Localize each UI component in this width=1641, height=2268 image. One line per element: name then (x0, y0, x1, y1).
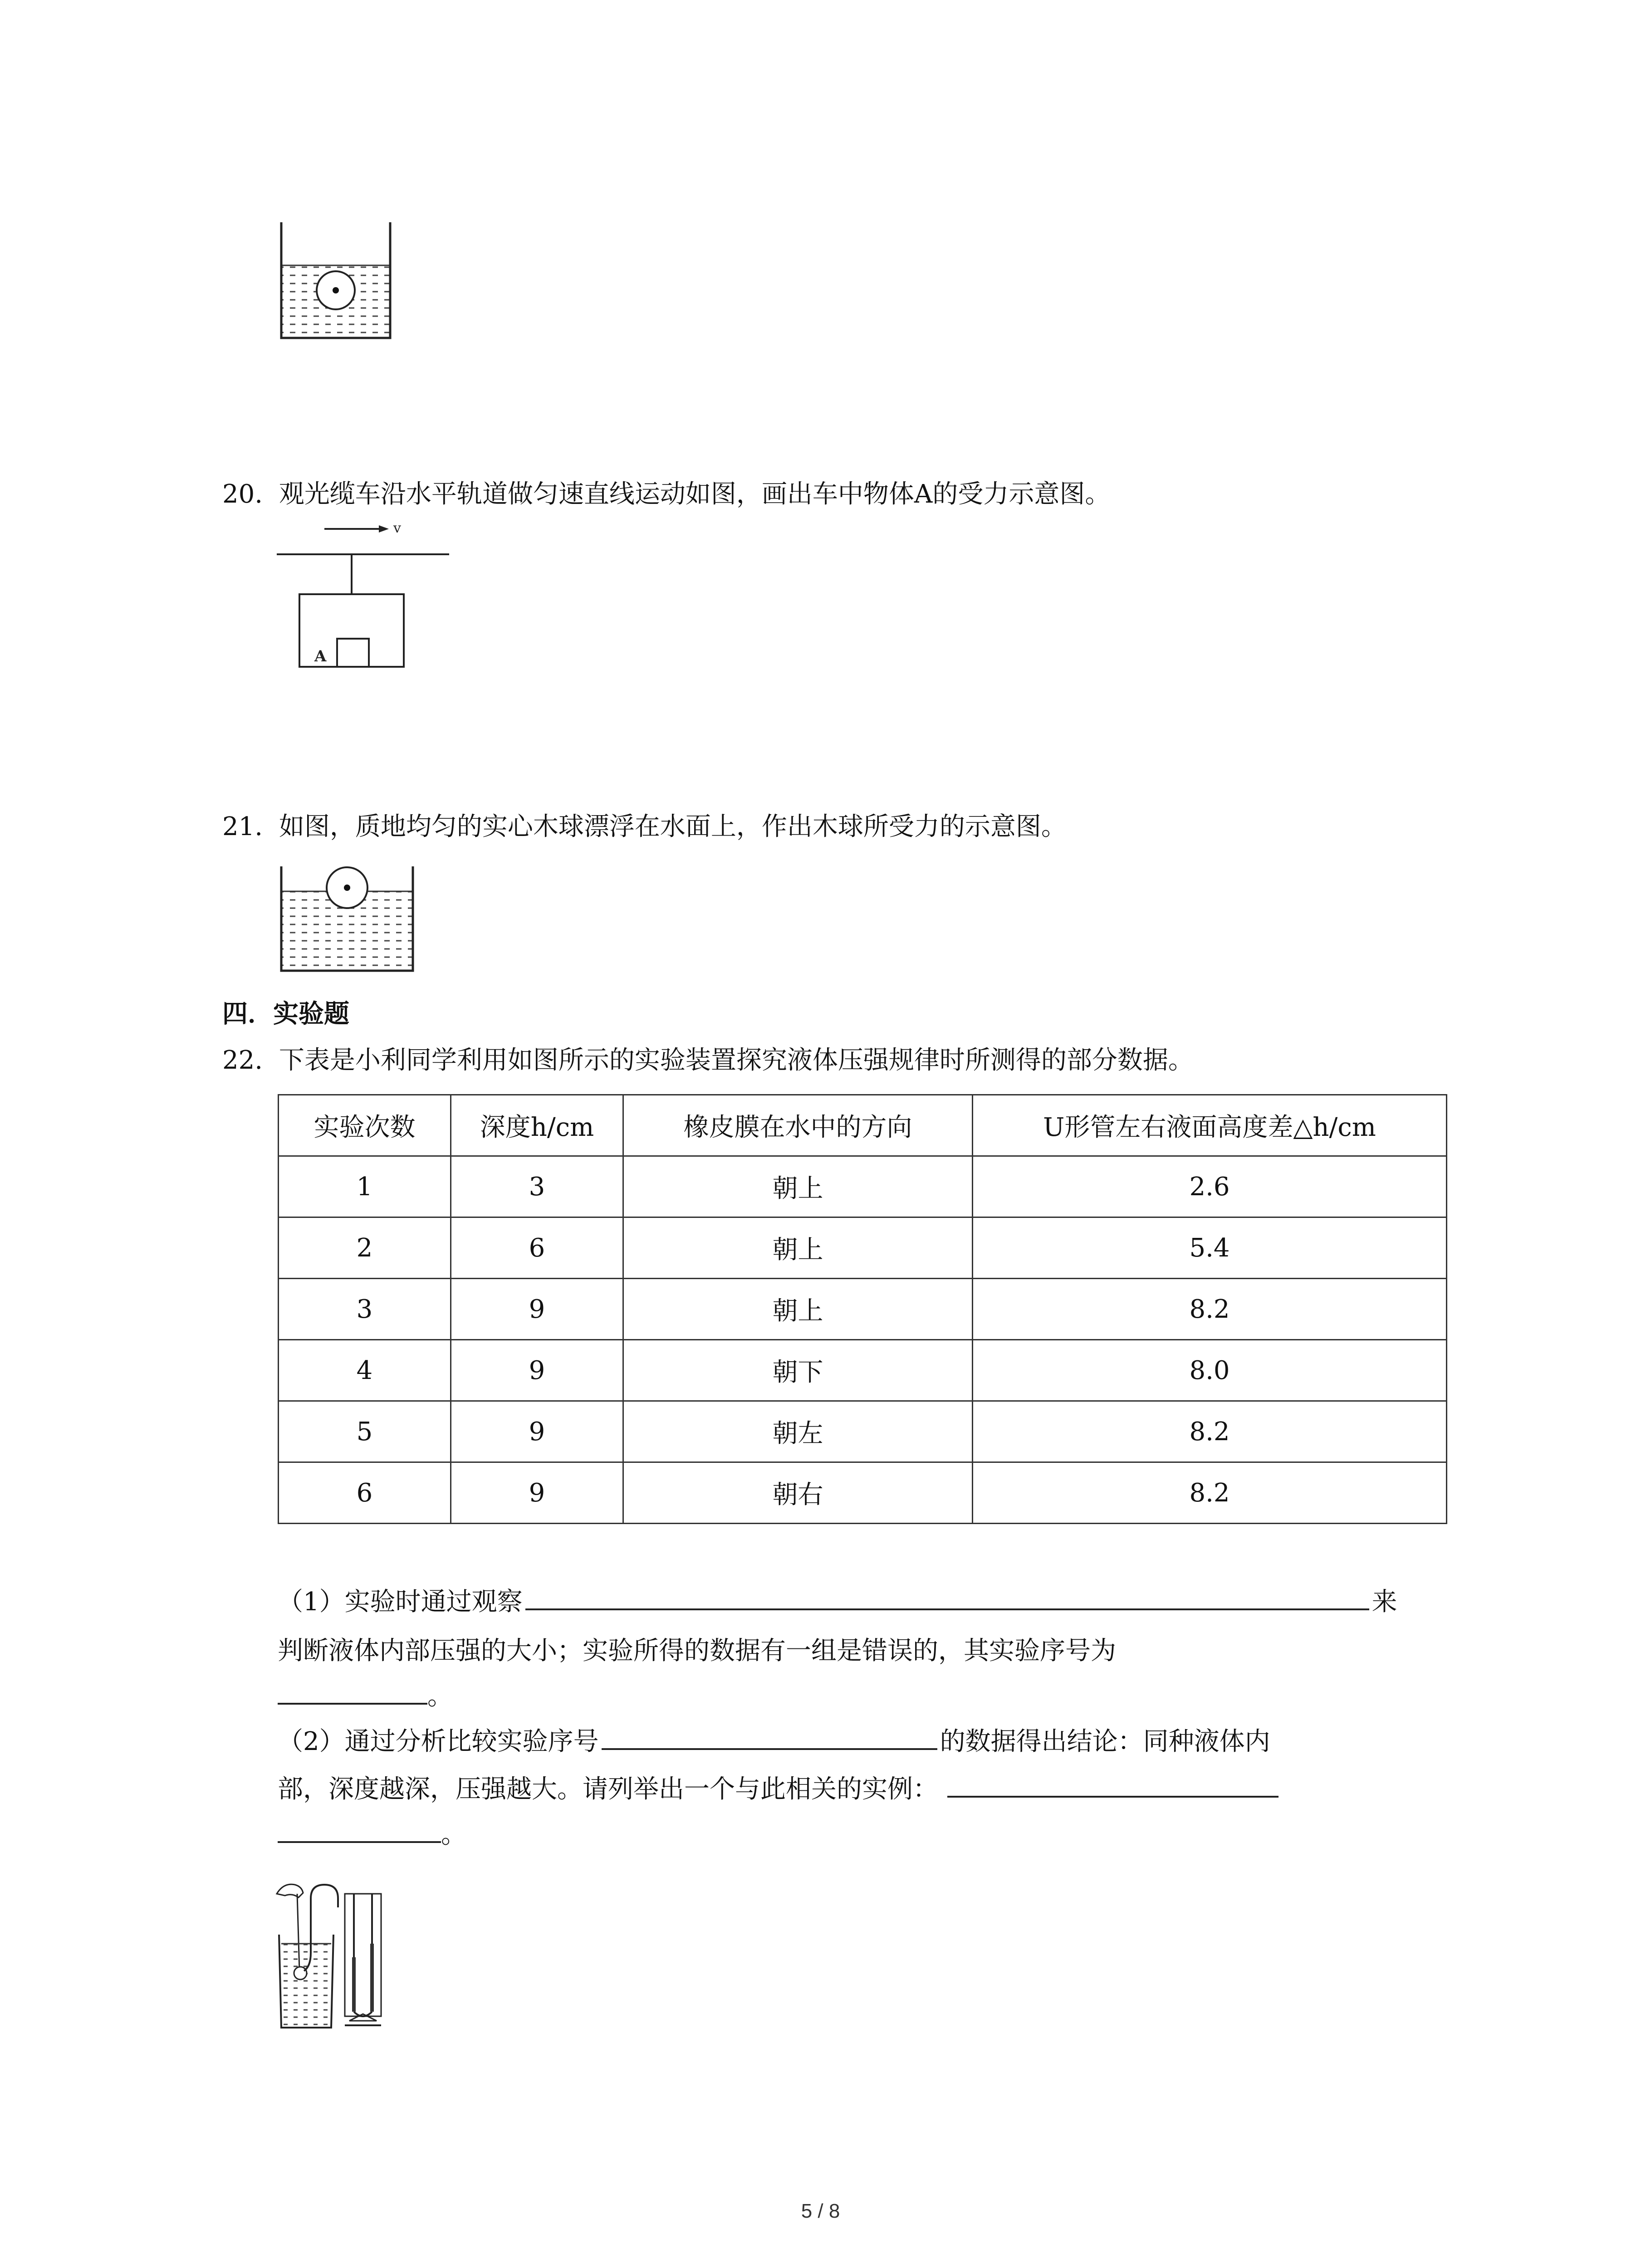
part-1-line-1 (278, 1579, 1397, 1625)
part-1-text: （1）实验时通过观察 (278, 1587, 523, 1617)
table-cell: 3 (451, 1156, 623, 1217)
part-2-text: （2）通过分析比较实验序号 (278, 1727, 599, 1756)
table-cell: 朝上 (623, 1279, 973, 1340)
table-cell: 朝右 (623, 1462, 973, 1524)
page-number: 5 / 8 (801, 2200, 840, 2222)
data-table (278, 1094, 1447, 1524)
table-header-cell: 实验次数 (279, 1095, 451, 1156)
table-row (279, 1340, 1447, 1401)
table-cell: 8.2 (973, 1462, 1447, 1524)
question-text: 观光缆车沿水平轨道做匀速直线运动如图，画出车中物体A的受力示意图。 (279, 479, 1111, 509)
table-cell: 8.2 (973, 1401, 1447, 1462)
part-1-text: 。 (427, 1681, 453, 1711)
question-20 (222, 476, 1110, 513)
velocity-label: v (393, 520, 401, 536)
object-a-label: A (314, 647, 327, 665)
question-21 (222, 809, 1067, 845)
part-2-text: 部，深度越深，压强越大。请列举出一个与此相关的实例： (278, 1774, 938, 1804)
table-cell: 8.0 (973, 1340, 1447, 1401)
question-number: 22. (222, 1046, 263, 1075)
part-2-line-1 (278, 1719, 1270, 1765)
question-number: 21. (222, 812, 263, 841)
question-text: 如图，质地均匀的实心木球漂浮在水面上，作出木球所受力的示意图。 (279, 812, 1067, 841)
table-header-row (279, 1095, 1447, 1156)
answer-blank-compare-index[interactable] (602, 1719, 937, 1750)
table-cell: 6 (279, 1462, 451, 1524)
part-2-text: 。 (441, 1820, 466, 1849)
table-row (279, 1401, 1447, 1462)
question-22 (222, 1042, 1194, 1079)
part-2-line-3 (278, 1812, 466, 1857)
table-cell: 朝上 (623, 1156, 973, 1217)
table-cell: 9 (451, 1279, 623, 1340)
table-cell: 朝上 (623, 1217, 973, 1279)
question-number: 20. (222, 479, 263, 509)
cable-car-figure (274, 517, 451, 671)
answer-blank-example[interactable] (947, 1767, 1279, 1798)
answer-blank-example-cont[interactable] (278, 1812, 441, 1843)
table-cell: 朝左 (623, 1401, 973, 1462)
table-row (279, 1217, 1447, 1279)
table-cell: 6 (451, 1217, 623, 1279)
part-1-line-3 (278, 1674, 453, 1719)
pressure-apparatus-figure (272, 1876, 399, 2034)
answer-blank-observation[interactable] (525, 1579, 1369, 1610)
part-2-text: 的数据得出结论：同种液体内 (940, 1727, 1270, 1756)
table-header-cell: U形管左右液面高度差△h/cm (973, 1095, 1447, 1156)
answer-blank-error-index[interactable] (278, 1674, 427, 1705)
table-cell: 4 (279, 1340, 451, 1401)
table-row (279, 1462, 1447, 1524)
table-cell: 9 (451, 1340, 623, 1401)
submerged-ball-figure (277, 222, 395, 342)
table-header-cell: 深度h/cm (451, 1095, 623, 1156)
table-cell: 9 (451, 1462, 623, 1524)
table-cell: 5 (279, 1401, 451, 1462)
table-cell: 3 (279, 1279, 451, 1340)
part-1-line-2: 判断液体内部压强的大小；实验所得的数据有一组是错误的，其实验序号为 (278, 1636, 1116, 1666)
table-row (279, 1279, 1447, 1340)
table-row (279, 1156, 1447, 1217)
table-cell: 朝下 (623, 1340, 973, 1401)
section-title: 四．实验题 (222, 999, 349, 1029)
table-cell: 1 (279, 1156, 451, 1217)
part-2-line-2 (278, 1767, 1279, 1812)
table-cell: 9 (451, 1401, 623, 1462)
table-cell: 8.2 (973, 1279, 1447, 1340)
table-cell: 2 (279, 1217, 451, 1279)
question-text: 下表是小利同学利用如图所示的实验装置探究液体压强规律时所测得的部分数据。 (279, 1046, 1194, 1075)
part-1-text: 来 (1372, 1587, 1397, 1617)
table-header-cell: 橡皮膜在水中的方向 (623, 1095, 973, 1156)
floating-ball-figure (277, 855, 417, 975)
table-cell: 5.4 (973, 1217, 1447, 1279)
table-cell: 2.6 (973, 1156, 1447, 1217)
